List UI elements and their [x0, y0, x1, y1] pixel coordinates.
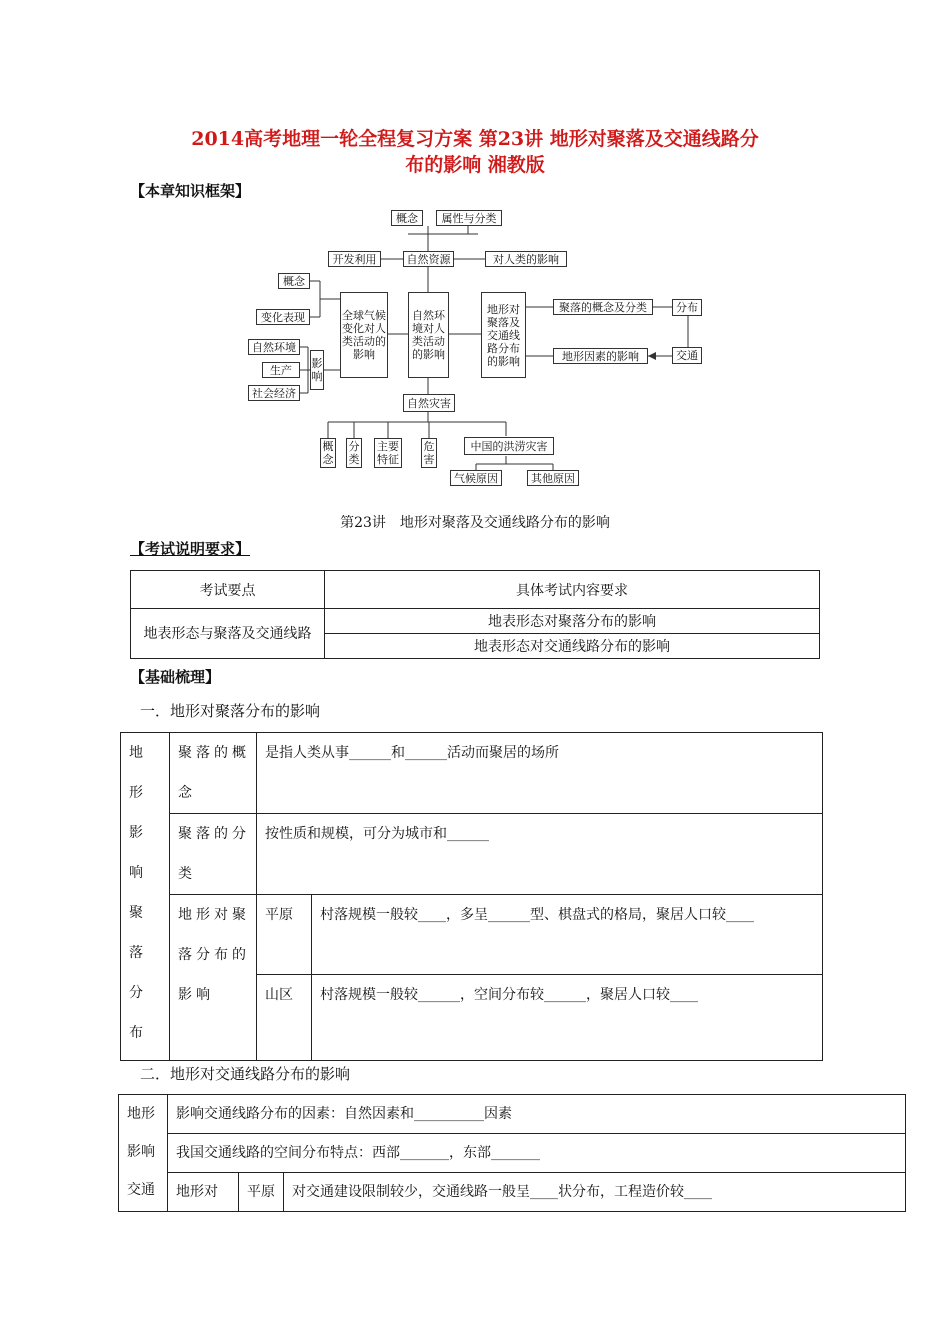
knowledge-diagram [248, 204, 706, 492]
diagram-box-b-fenlei: 分类 [346, 438, 362, 468]
exam-req-2: 地表形态对交通线路分布的影响 [325, 634, 820, 659]
diagram-box-ziran-huanjing: 自然环境 [248, 339, 300, 355]
part1-plain-text: 村落规模一般较____，多呈______型、棋盘式的格局，聚居人口较____ [312, 895, 823, 975]
diagram-box-honglao: 中国的洪涝灾害 [464, 437, 554, 455]
part2-plain-label: 平原 [239, 1173, 284, 1212]
section-framework-heading: 【本章知识框架】 [130, 182, 251, 200]
diagram-box-gainian-left: 概念 [278, 273, 310, 289]
diagram-box-bianhua: 变化表现 [256, 309, 310, 325]
diagram-box-duirenlei: 对人类的影响 [485, 251, 567, 267]
diagram-caption: 第23讲 地形对聚落及交通线路分布的影响 [340, 515, 610, 531]
part2-plain-text: 对交通建设限制较少，交通线路一般呈____状分布，工程造价较____ [284, 1173, 906, 1212]
diagram-box-ziran-ziyuan: 自然资源 [403, 251, 454, 267]
exam-req-1: 地表形态对聚落分布的影响 [325, 609, 820, 634]
part1-plain-label: 平原 [257, 895, 312, 975]
exam-col-header-point: 考试要点 [131, 571, 325, 609]
diagram-box-quanqiu: 全球气候变化对人类活动的影响 [340, 292, 388, 378]
exam-point-cell: 地表形态与聚落及交通线路 [131, 609, 325, 659]
diagram-box-dixing-yinsu: 地形因素的影响 [553, 348, 648, 364]
part2-r3-label: 地形对 [168, 1173, 239, 1212]
diagram-box-center: 自然环境对人类活动的影响 [408, 292, 449, 378]
diagram-box-qihou: 气候原因 [450, 470, 502, 486]
diagram-box-fenbu: 分布 [672, 299, 702, 316]
exam-requirements-table [130, 570, 820, 659]
diagram-box-b-gainian: 概念 [320, 438, 336, 468]
diagram-box-shuxing: 属性与分类 [436, 210, 502, 226]
diagram-box-b-tezheng: 主要特征 [374, 438, 402, 468]
diagram-box-shengchan: 生产 [262, 362, 300, 378]
part2-side-label: 地形 影响 交通 [119, 1095, 168, 1212]
part1-r2-label: 聚落的分类 [170, 814, 257, 895]
part2-heading: 二．地形对交通线路分布的影响 [140, 1065, 351, 1083]
diagram-box-zaihai: 自然灾害 [403, 394, 455, 412]
part1-r3-label: 地形对聚落分布的影响 [170, 895, 257, 1061]
part1-r1-label: 聚落的概念 [170, 733, 257, 814]
section-basic-heading: 【基础梳理】 [130, 668, 221, 686]
diagram-box-kaifa: 开发利用 [328, 251, 381, 267]
part1-r1-text: 是指人类从事______和______活动而聚居的场所 [257, 733, 823, 814]
diagram-box-b-weihai: 危害 [421, 438, 437, 468]
diagram-box-shehui: 社会经济 [248, 385, 300, 401]
diagram-box-gainian-top: 概念 [391, 210, 423, 226]
part1-heading: 一．地形对聚落分布的影响 [140, 702, 321, 720]
doc-title-line2: 布的影响 湘教版 [405, 154, 545, 176]
section-exam-heading: 【考试说明要求】 [130, 540, 251, 558]
part1-r2-text: 按性质和规模，可分为城市和______ [257, 814, 823, 895]
part2-r1-text: 影响交通线路分布的因素：自然因素和__________因素 [168, 1095, 906, 1134]
part1-mountain-label: 山区 [257, 975, 312, 1061]
doc-title-line1: 2014高考地理一轮全程复习方案 第23讲 地形对聚落及交通线路分 [191, 128, 759, 150]
part2-r2-text: 我国交通线路的空间分布特点：西部_______，东部_______ [168, 1134, 906, 1173]
diagram-box-juluo-gainian: 聚落的概念及分类 [553, 299, 653, 315]
part1-mountain-text: 村落规模一般较______，空间分布较______，聚居人口较____ [312, 975, 823, 1061]
part1-side-label: 地 形 影 响 聚 落 分 布 [121, 733, 170, 1061]
diagram-box-jiaotong: 交通 [672, 347, 702, 364]
diagram-box-qita: 其他原因 [527, 470, 579, 486]
part2-table [118, 1094, 906, 1212]
diagram-box-dixing: 地形对聚落及交通线路分布的影响 [481, 292, 526, 378]
diagram-box-yingxiang: 影响 [310, 350, 324, 390]
part1-table [120, 732, 823, 1061]
exam-col-header-req: 具体考试内容要求 [325, 571, 820, 609]
